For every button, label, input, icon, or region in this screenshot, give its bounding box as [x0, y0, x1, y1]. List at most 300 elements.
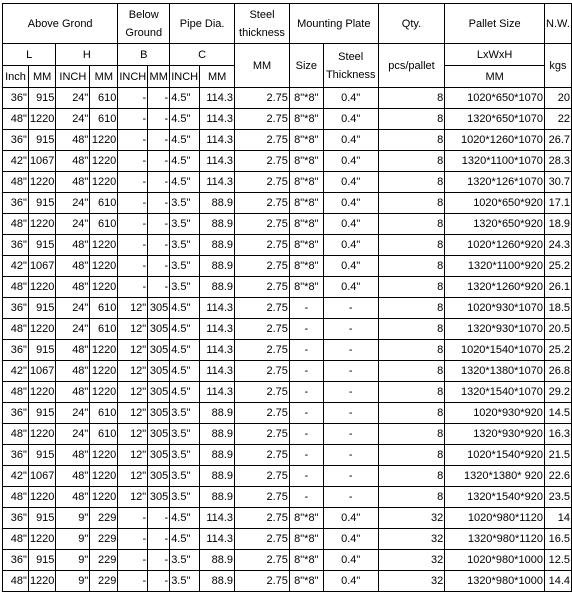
qty-cell: 8: [378, 424, 445, 445]
c-inch-cell: 4.5": [170, 508, 200, 529]
c-inch-cell: 3.5": [170, 424, 200, 445]
b-mm-cell: 305: [148, 424, 170, 445]
pallet-size-cell: 1320*1100*920: [445, 256, 545, 277]
l-inch-cell: 36": [3, 235, 29, 256]
c-inch-cell: 3.5": [170, 571, 200, 592]
h-mm-cell: 229: [90, 571, 118, 592]
steel-cell: 2.75: [235, 382, 290, 403]
table-row: [3, 277, 572, 298]
qty-cell: 8: [378, 298, 445, 319]
b-mm-cell: -: [148, 508, 170, 529]
b-inch-cell: -: [118, 550, 148, 571]
c-mm-cell: 114.3: [200, 340, 235, 361]
plate-size-cell: 8"*8": [289, 88, 323, 109]
table-body: [3, 88, 572, 592]
nw-cell: 30.7: [544, 172, 571, 193]
b-mm-cell: 305: [148, 487, 170, 508]
b-inch-cell: 12": [118, 319, 148, 340]
c-mm-cell: 88.9: [200, 466, 235, 487]
c-inch-cell: 3.5": [170, 214, 200, 235]
l-mm-cell: 1220: [28, 319, 55, 340]
nw-cell: 25.2: [544, 256, 571, 277]
plate-thickness-cell: 0.4": [323, 109, 378, 130]
nw-cell: 21.5: [544, 445, 571, 466]
plate-thickness-cell: -: [323, 445, 378, 466]
pallet-size-cell: 1020*1540*920: [445, 445, 545, 466]
b-inch-cell: -: [118, 172, 148, 193]
steel-cell: 2.75: [235, 193, 290, 214]
l-mm-cell: 915: [28, 403, 55, 424]
nw-cell: 20.5: [544, 319, 571, 340]
nw-cell: 29.2: [544, 382, 571, 403]
b-inch-cell: -: [118, 151, 148, 172]
plate-size-cell: -: [289, 361, 323, 382]
c-inch-cell: 4.5": [170, 88, 200, 109]
l-inch-cell: 42": [3, 151, 29, 172]
c-inch-cell: 4.5": [170, 298, 200, 319]
l-inch-cell: 36": [3, 445, 29, 466]
pallet-size-cell: 1020*980*1120: [445, 508, 545, 529]
l-mm-cell: 1220: [28, 277, 55, 298]
h-inch-cell: 24": [56, 193, 90, 214]
b-inch-cell: 12": [118, 445, 148, 466]
pallet-size-cell: 1320*126*1070: [445, 172, 545, 193]
pallet-size-cell: 1320*650*1070: [445, 109, 545, 130]
plate-size-cell: -: [289, 487, 323, 508]
h-inch-cell: 48": [56, 256, 90, 277]
l-inch-cell: 48": [3, 319, 29, 340]
h-mm-cell: 610: [90, 319, 118, 340]
qty-cell: 8: [378, 277, 445, 298]
l-mm-cell: 915: [28, 235, 55, 256]
qty-cell: 8: [378, 466, 445, 487]
l-inch-cell: 48": [3, 277, 29, 298]
qty-cell: 8: [378, 151, 445, 172]
l-mm-cell: 915: [28, 298, 55, 319]
b-inch-cell: -: [118, 235, 148, 256]
table-row: [3, 151, 572, 172]
steel-cell: 2.75: [235, 88, 290, 109]
steel-cell: 2.75: [235, 151, 290, 172]
table-row: [3, 445, 572, 466]
plate-thickness-cell: 0.4": [323, 277, 378, 298]
b-inch-cell: 12": [118, 487, 148, 508]
table-row: [3, 361, 572, 382]
c-inch-cell: 4.5": [170, 361, 200, 382]
c-inch-cell: 3.5": [170, 445, 200, 466]
h-inch-cell: 24": [56, 214, 90, 235]
plate-size-cell: 8"*8": [289, 151, 323, 172]
c-mm-cell: 88.9: [200, 403, 235, 424]
h-inch-cell: 48": [56, 151, 90, 172]
plate-size-cell: 8"*8": [289, 235, 323, 256]
plate-thickness-cell: 0.4": [323, 550, 378, 571]
pallet-size-cell: 1320*650*920: [445, 214, 545, 235]
steel-cell: 2.75: [235, 340, 290, 361]
c-inch-cell: 4.5": [170, 151, 200, 172]
h-mm-cell: 610: [90, 88, 118, 109]
h-mm-cell: 1220: [90, 277, 118, 298]
qty-cell: 8: [378, 130, 445, 151]
c-inch-cell: 3.5": [170, 403, 200, 424]
plate-size-cell: -: [289, 319, 323, 340]
header-b-inch: INCH: [118, 66, 148, 88]
l-mm-cell: 915: [28, 445, 55, 466]
pallet-size-cell: 1320*1100*1070: [445, 151, 545, 172]
qty-cell: 8: [378, 172, 445, 193]
l-inch-cell: 36": [3, 550, 29, 571]
b-inch-cell: 12": [118, 340, 148, 361]
plate-size-cell: -: [289, 403, 323, 424]
pallet-size-cell: 1320*930*920: [445, 424, 545, 445]
nw-cell: 14: [544, 508, 571, 529]
h-mm-cell: 1220: [90, 256, 118, 277]
plate-thickness-cell: 0.4": [323, 256, 378, 277]
plate-thickness-cell: 0.4": [323, 235, 378, 256]
h-inch-cell: 48": [56, 361, 90, 382]
l-mm-cell: 1067: [28, 361, 55, 382]
nw-cell: 14.5: [544, 403, 571, 424]
l-inch-cell: 42": [3, 466, 29, 487]
table-row: [3, 424, 572, 445]
l-inch-cell: 48": [3, 487, 29, 508]
pallet-size-cell: 1020*930*920: [445, 403, 545, 424]
plate-size-cell: 8"*8": [289, 256, 323, 277]
l-inch-cell: 36": [3, 508, 29, 529]
nw-cell: 22: [544, 109, 571, 130]
table-row: [3, 550, 572, 571]
pallet-size-cell: 1320*1380* 920: [445, 466, 545, 487]
table-row: [3, 214, 572, 235]
h-inch-cell: 48": [56, 172, 90, 193]
nw-cell: 28.3: [544, 151, 571, 172]
b-inch-cell: -: [118, 88, 148, 109]
steel-cell: 2.75: [235, 571, 290, 592]
h-mm-cell: 1220: [90, 361, 118, 382]
steel-cell: 2.75: [235, 424, 290, 445]
steel-cell: 2.75: [235, 487, 290, 508]
b-inch-cell: -: [118, 277, 148, 298]
h-inch-cell: 24": [56, 319, 90, 340]
l-mm-cell: 915: [28, 88, 55, 109]
plate-size-cell: 8"*8": [289, 529, 323, 550]
l-inch-cell: 48": [3, 571, 29, 592]
b-inch-cell: -: [118, 193, 148, 214]
qty-cell: 32: [378, 550, 445, 571]
table-row: [3, 382, 572, 403]
header-c-inch: INCH: [170, 66, 200, 88]
h-mm-cell: 1220: [90, 172, 118, 193]
h-inch-cell: 24": [56, 403, 90, 424]
l-mm-cell: 1067: [28, 466, 55, 487]
header-qty: Qty.: [378, 4, 445, 44]
c-inch-cell: 3.5": [170, 235, 200, 256]
steel-cell: 2.75: [235, 508, 290, 529]
b-inch-cell: 12": [118, 361, 148, 382]
pallet-size-cell: 1020*650*1070: [445, 88, 545, 109]
h-inch-cell: 48": [56, 466, 90, 487]
table-row: [3, 487, 572, 508]
qty-cell: 8: [378, 382, 445, 403]
l-mm-cell: 915: [28, 130, 55, 151]
c-inch-cell: 3.5": [170, 550, 200, 571]
plate-size-cell: 8"*8": [289, 172, 323, 193]
b-mm-cell: -: [148, 88, 170, 109]
h-inch-cell: 24": [56, 424, 90, 445]
steel-cell: 2.75: [235, 445, 290, 466]
plate-thickness-cell: 0.4": [323, 151, 378, 172]
l-inch-cell: 42": [3, 256, 29, 277]
plate-thickness-cell: 0.4": [323, 88, 378, 109]
b-inch-cell: -: [118, 214, 148, 235]
nw-cell: 26.1: [544, 277, 571, 298]
h-inch-cell: 24": [56, 298, 90, 319]
header-pcs-pallet: pcs/pallet: [378, 44, 445, 88]
table-row: [3, 109, 572, 130]
table-row: [3, 193, 572, 214]
pallet-size-cell: 1320*1260*920: [445, 277, 545, 298]
c-mm-cell: 88.9: [200, 256, 235, 277]
b-mm-cell: -: [148, 109, 170, 130]
c-inch-cell: 4.5": [170, 319, 200, 340]
l-inch-cell: 36": [3, 298, 29, 319]
steel-cell: 2.75: [235, 319, 290, 340]
b-inch-cell: -: [118, 130, 148, 151]
c-mm-cell: 88.9: [200, 424, 235, 445]
plate-thickness-cell: 0.4": [323, 172, 378, 193]
l-mm-cell: 1220: [28, 109, 55, 130]
nw-cell: 26.7: [544, 130, 571, 151]
nw-cell: 25.2: [544, 340, 571, 361]
l-mm-cell: 915: [28, 193, 55, 214]
b-mm-cell: -: [148, 256, 170, 277]
steel-cell: 2.75: [235, 214, 290, 235]
steel-cell: 2.75: [235, 235, 290, 256]
qty-cell: 32: [378, 529, 445, 550]
l-mm-cell: 1220: [28, 487, 55, 508]
qty-cell: 8: [378, 256, 445, 277]
table-row: [3, 298, 572, 319]
plate-thickness-cell: 0.4": [323, 571, 378, 592]
l-inch-cell: 36": [3, 193, 29, 214]
header-h-inch: INCH: [56, 66, 90, 88]
c-inch-cell: 3.5": [170, 487, 200, 508]
b-mm-cell: 305: [148, 445, 170, 466]
header-above-ground: Above Grond: [3, 4, 118, 44]
steel-cell: 2.75: [235, 298, 290, 319]
plate-size-cell: 8"*8": [289, 193, 323, 214]
qty-cell: 8: [378, 319, 445, 340]
header-mounting-plate: Mounting Plate: [289, 4, 378, 44]
h-inch-cell: 48": [56, 382, 90, 403]
c-mm-cell: 88.9: [200, 445, 235, 466]
plate-size-cell: -: [289, 424, 323, 445]
b-inch-cell: -: [118, 508, 148, 529]
qty-cell: 8: [378, 109, 445, 130]
plate-thickness-cell: -: [323, 319, 378, 340]
b-mm-cell: 305: [148, 466, 170, 487]
c-mm-cell: 114.3: [200, 508, 235, 529]
qty-cell: 32: [378, 571, 445, 592]
steel-cell: 2.75: [235, 361, 290, 382]
h-mm-cell: 1220: [90, 487, 118, 508]
steel-cell: 2.75: [235, 172, 290, 193]
table-row: [3, 319, 572, 340]
table-row: [3, 88, 572, 109]
h-mm-cell: 610: [90, 214, 118, 235]
c-mm-cell: 88.9: [200, 571, 235, 592]
pallet-size-cell: 1020*1260*920: [445, 235, 545, 256]
plate-thickness-cell: -: [323, 298, 378, 319]
c-mm-cell: 88.9: [200, 214, 235, 235]
plate-size-cell: -: [289, 340, 323, 361]
header-below-ground: Below Ground: [118, 4, 170, 44]
plate-thickness-cell: -: [323, 382, 378, 403]
nw-cell: 16.3: [544, 424, 571, 445]
nw-cell: 22.6: [544, 466, 571, 487]
b-mm-cell: -: [148, 277, 170, 298]
steel-cell: 2.75: [235, 109, 290, 130]
nw-cell: 24.3: [544, 235, 571, 256]
b-inch-cell: -: [118, 256, 148, 277]
header-pipe-dia: Pipe Dia.: [170, 4, 235, 44]
nw-cell: 18.9: [544, 214, 571, 235]
header-pallet-size: Pallet Size: [445, 4, 545, 44]
l-inch-cell: 48": [3, 172, 29, 193]
b-mm-cell: -: [148, 151, 170, 172]
h-inch-cell: 48": [56, 487, 90, 508]
b-inch-cell: -: [118, 109, 148, 130]
c-inch-cell: 4.5": [170, 172, 200, 193]
c-inch-cell: 4.5": [170, 340, 200, 361]
nw-cell: 18.5: [544, 298, 571, 319]
h-mm-cell: 1220: [90, 130, 118, 151]
pallet-size-cell: 1320*930*1070: [445, 319, 545, 340]
header-l-inch: Inch: [3, 66, 29, 88]
steel-cell: 2.75: [235, 403, 290, 424]
c-mm-cell: 88.9: [200, 235, 235, 256]
h-inch-cell: 24": [56, 109, 90, 130]
qty-cell: 8: [378, 214, 445, 235]
table-row: [3, 466, 572, 487]
b-mm-cell: -: [148, 172, 170, 193]
nw-cell: 20: [544, 88, 571, 109]
h-mm-cell: 1220: [90, 151, 118, 172]
h-mm-cell: 1220: [90, 466, 118, 487]
plate-thickness-cell: 0.4": [323, 214, 378, 235]
h-inch-cell: 9": [56, 529, 90, 550]
c-inch-cell: 3.5": [170, 193, 200, 214]
b-mm-cell: -: [148, 529, 170, 550]
table-row: [3, 571, 572, 592]
table-row: [3, 403, 572, 424]
steel-cell: 2.75: [235, 256, 290, 277]
table-row: [3, 340, 572, 361]
b-mm-cell: -: [148, 214, 170, 235]
h-inch-cell: 48": [56, 277, 90, 298]
l-inch-cell: 36": [3, 130, 29, 151]
steel-cell: 2.75: [235, 130, 290, 151]
h-mm-cell: 1220: [90, 445, 118, 466]
l-inch-cell: 42": [3, 361, 29, 382]
h-mm-cell: 610: [90, 298, 118, 319]
l-mm-cell: 1220: [28, 214, 55, 235]
header-b: B: [118, 44, 170, 66]
h-mm-cell: 610: [90, 403, 118, 424]
plate-thickness-cell: 0.4": [323, 508, 378, 529]
c-inch-cell: 4.5": [170, 529, 200, 550]
h-inch-cell: 48": [56, 130, 90, 151]
c-inch-cell: 3.5": [170, 466, 200, 487]
c-mm-cell: 114.3: [200, 382, 235, 403]
plate-thickness-cell: 0.4": [323, 130, 378, 151]
h-inch-cell: 9": [56, 571, 90, 592]
c-mm-cell: 114.3: [200, 319, 235, 340]
table-row: [3, 172, 572, 193]
qty-cell: 32: [378, 508, 445, 529]
b-inch-cell: 12": [118, 466, 148, 487]
pallet-size-cell: 1020*1540*1070: [445, 340, 545, 361]
b-mm-cell: 305: [148, 361, 170, 382]
plate-size-cell: -: [289, 382, 323, 403]
c-mm-cell: 88.9: [200, 193, 235, 214]
plate-size-cell: 8"*8": [289, 508, 323, 529]
b-inch-cell: 12": [118, 403, 148, 424]
h-inch-cell: 24": [56, 88, 90, 109]
table-row: [3, 256, 572, 277]
plate-thickness-cell: -: [323, 487, 378, 508]
l-mm-cell: 915: [28, 508, 55, 529]
l-mm-cell: 1220: [28, 424, 55, 445]
c-mm-cell: 114.3: [200, 298, 235, 319]
c-mm-cell: 114.3: [200, 130, 235, 151]
b-inch-cell: 12": [118, 424, 148, 445]
plate-size-cell: 8"*8": [289, 550, 323, 571]
pallet-size-cell: 1320*1540*1070: [445, 382, 545, 403]
c-mm-cell: 88.9: [200, 550, 235, 571]
pallet-size-cell: 1020*650*920: [445, 193, 545, 214]
c-mm-cell: 114.3: [200, 529, 235, 550]
nw-cell: 26.8: [544, 361, 571, 382]
qty-cell: 8: [378, 88, 445, 109]
c-inch-cell: 4.5": [170, 382, 200, 403]
plate-size-cell: -: [289, 298, 323, 319]
b-mm-cell: -: [148, 130, 170, 151]
l-inch-cell: 36": [3, 88, 29, 109]
l-mm-cell: 1220: [28, 529, 55, 550]
plate-thickness-cell: 0.4": [323, 193, 378, 214]
l-mm-cell: 1220: [28, 382, 55, 403]
l-inch-cell: 48": [3, 529, 29, 550]
b-inch-cell: -: [118, 571, 148, 592]
qty-cell: 8: [378, 403, 445, 424]
h-mm-cell: 1220: [90, 382, 118, 403]
h-mm-cell: 229: [90, 529, 118, 550]
spec-table: [2, 3, 572, 592]
plate-thickness-cell: -: [323, 424, 378, 445]
h-inch-cell: 48": [56, 445, 90, 466]
nw-cell: 14.4: [544, 571, 571, 592]
header-nw: N.W.: [544, 4, 571, 44]
b-mm-cell: 305: [148, 298, 170, 319]
pallet-size-cell: 1320*1540*920: [445, 487, 545, 508]
h-inch-cell: 48": [56, 235, 90, 256]
b-mm-cell: -: [148, 571, 170, 592]
c-inch-cell: 3.5": [170, 277, 200, 298]
plate-size-cell: -: [289, 466, 323, 487]
b-mm-cell: -: [148, 193, 170, 214]
qty-cell: 8: [378, 445, 445, 466]
